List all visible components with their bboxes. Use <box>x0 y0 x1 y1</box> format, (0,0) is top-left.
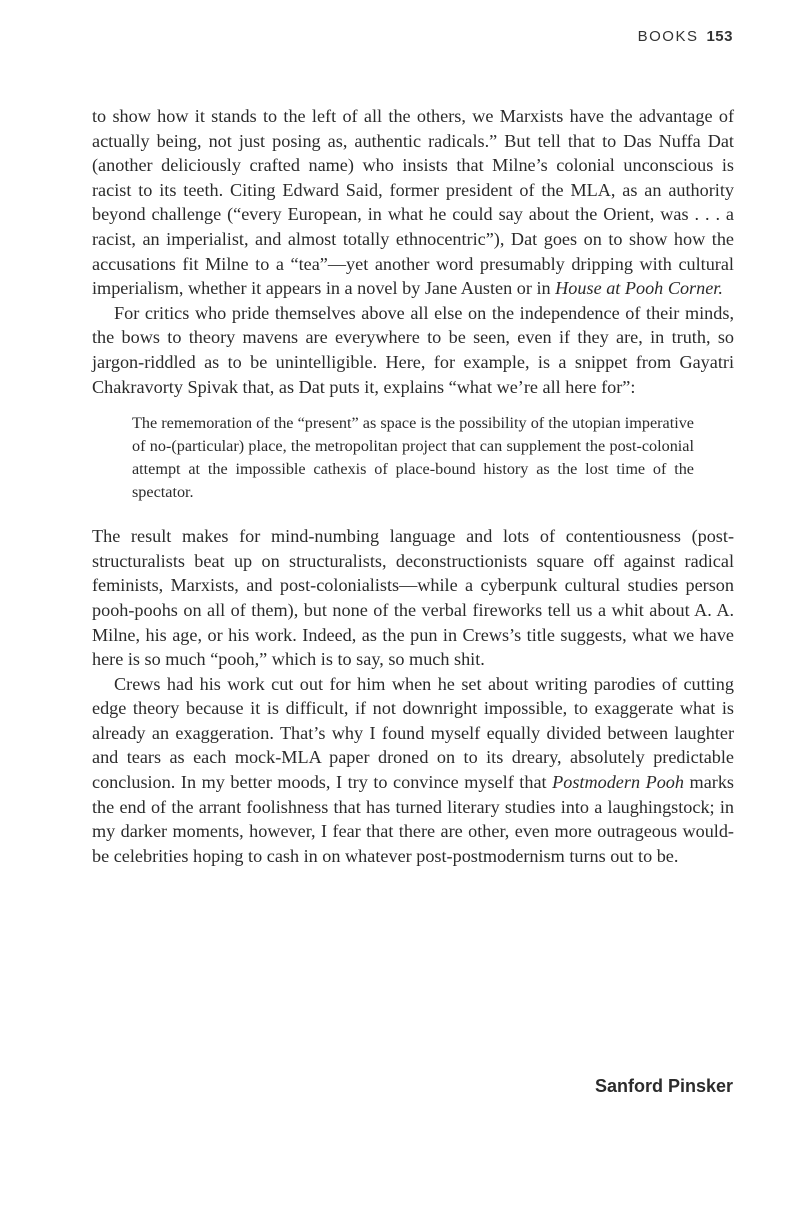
article-body <box>92 104 734 868</box>
author-signature: Sanford Pinsker <box>594 1076 733 1096</box>
page-number: 153 <box>706 28 733 45</box>
paragraph-4-text-after: marks the end of the arrant foolishness that has turned literary studies into a laughingstock; in my darker moments, however, I fear that there are other, even more outrageous would-be celebrities hoping to cash in on whatever post-postmodernism turns out to be. <box>92 772 735 866</box>
book-title-postmodern-pooh: Postmodern Pooh <box>552 772 684 793</box>
paragraph-4-text-before: Crews had his work cut out for him when he set about writing parodies of cutting edge theory because it is difficult, if not downright impossible, to exaggerate what is already an exaggeration. That’s why I found myself equally divided between laughter and tears as each mock-MLA paper droned on to its dreary, absolutely predictable conclusion. In my better moods, I try to convince myself that <box>92 673 734 793</box>
block-quote: The rememoration of the “present” as space is the possibility of the utopian imperative of no-(particular) place, the metropolitan project that can supplement the post-colonial attempt at the impossible cathexis of place-bound history as the lost time of the spectator. <box>132 414 694 502</box>
book-title-house-at-pooh-corner: House at Pooh Corner. <box>555 278 723 299</box>
paragraph-4 <box>92 672 734 869</box>
section-title: BOOKS <box>637 28 699 45</box>
running-header <box>638 28 733 45</box>
paragraph-2: For critics who pride themselves above all else on the independence of their minds, the bows to theory mavens are everywhere to be seen, even if they are, in truth, so jargon-riddled as to be unintelligible. Here, for example, is a snippet from Gayatri Chakravorty Spivak that, as Dat puts it, explains “what we’re all here for”: <box>92 302 734 397</box>
paragraph-1-text: to show how it stands to the left of all the others, we Marxists have the advantage of actually being, not just posing as, authentic radicals.” But tell that to Das Nuffa Dat (another deliciously crafted name) who insists that Milne’s colonial unconscious is racist to its teeth. Citing Edward Said, former president of the MLA, as an authority beyond challenge (“every European, in what he could say about the Orient, was . . . a racist, an imperialist, and almost totally ethnocentric”), Dat goes on to show how the accusations fit Milne to a “tea”—yet another word presumably dripping with cultural imperialism, whether it appears in a novel by Jane Austen or in <box>92 106 734 299</box>
paragraph-3: The result makes for mind-numbing language and lots of contentiousness (post-structuralists beat up on structuralists, deconstructionists square off against radical feminists, Marxists, and post-colonialists—while a cyberpunk cultural studies person pooh-poohs on all of them), but none of the verbal fireworks tell us a whit about A. A. Milne, his age, or his work. Indeed, as the pun in Crews’s title suggests, what we have here is so much “pooh,” which is to say, so much shit. <box>92 526 734 670</box>
paragraph-1 <box>92 104 734 301</box>
